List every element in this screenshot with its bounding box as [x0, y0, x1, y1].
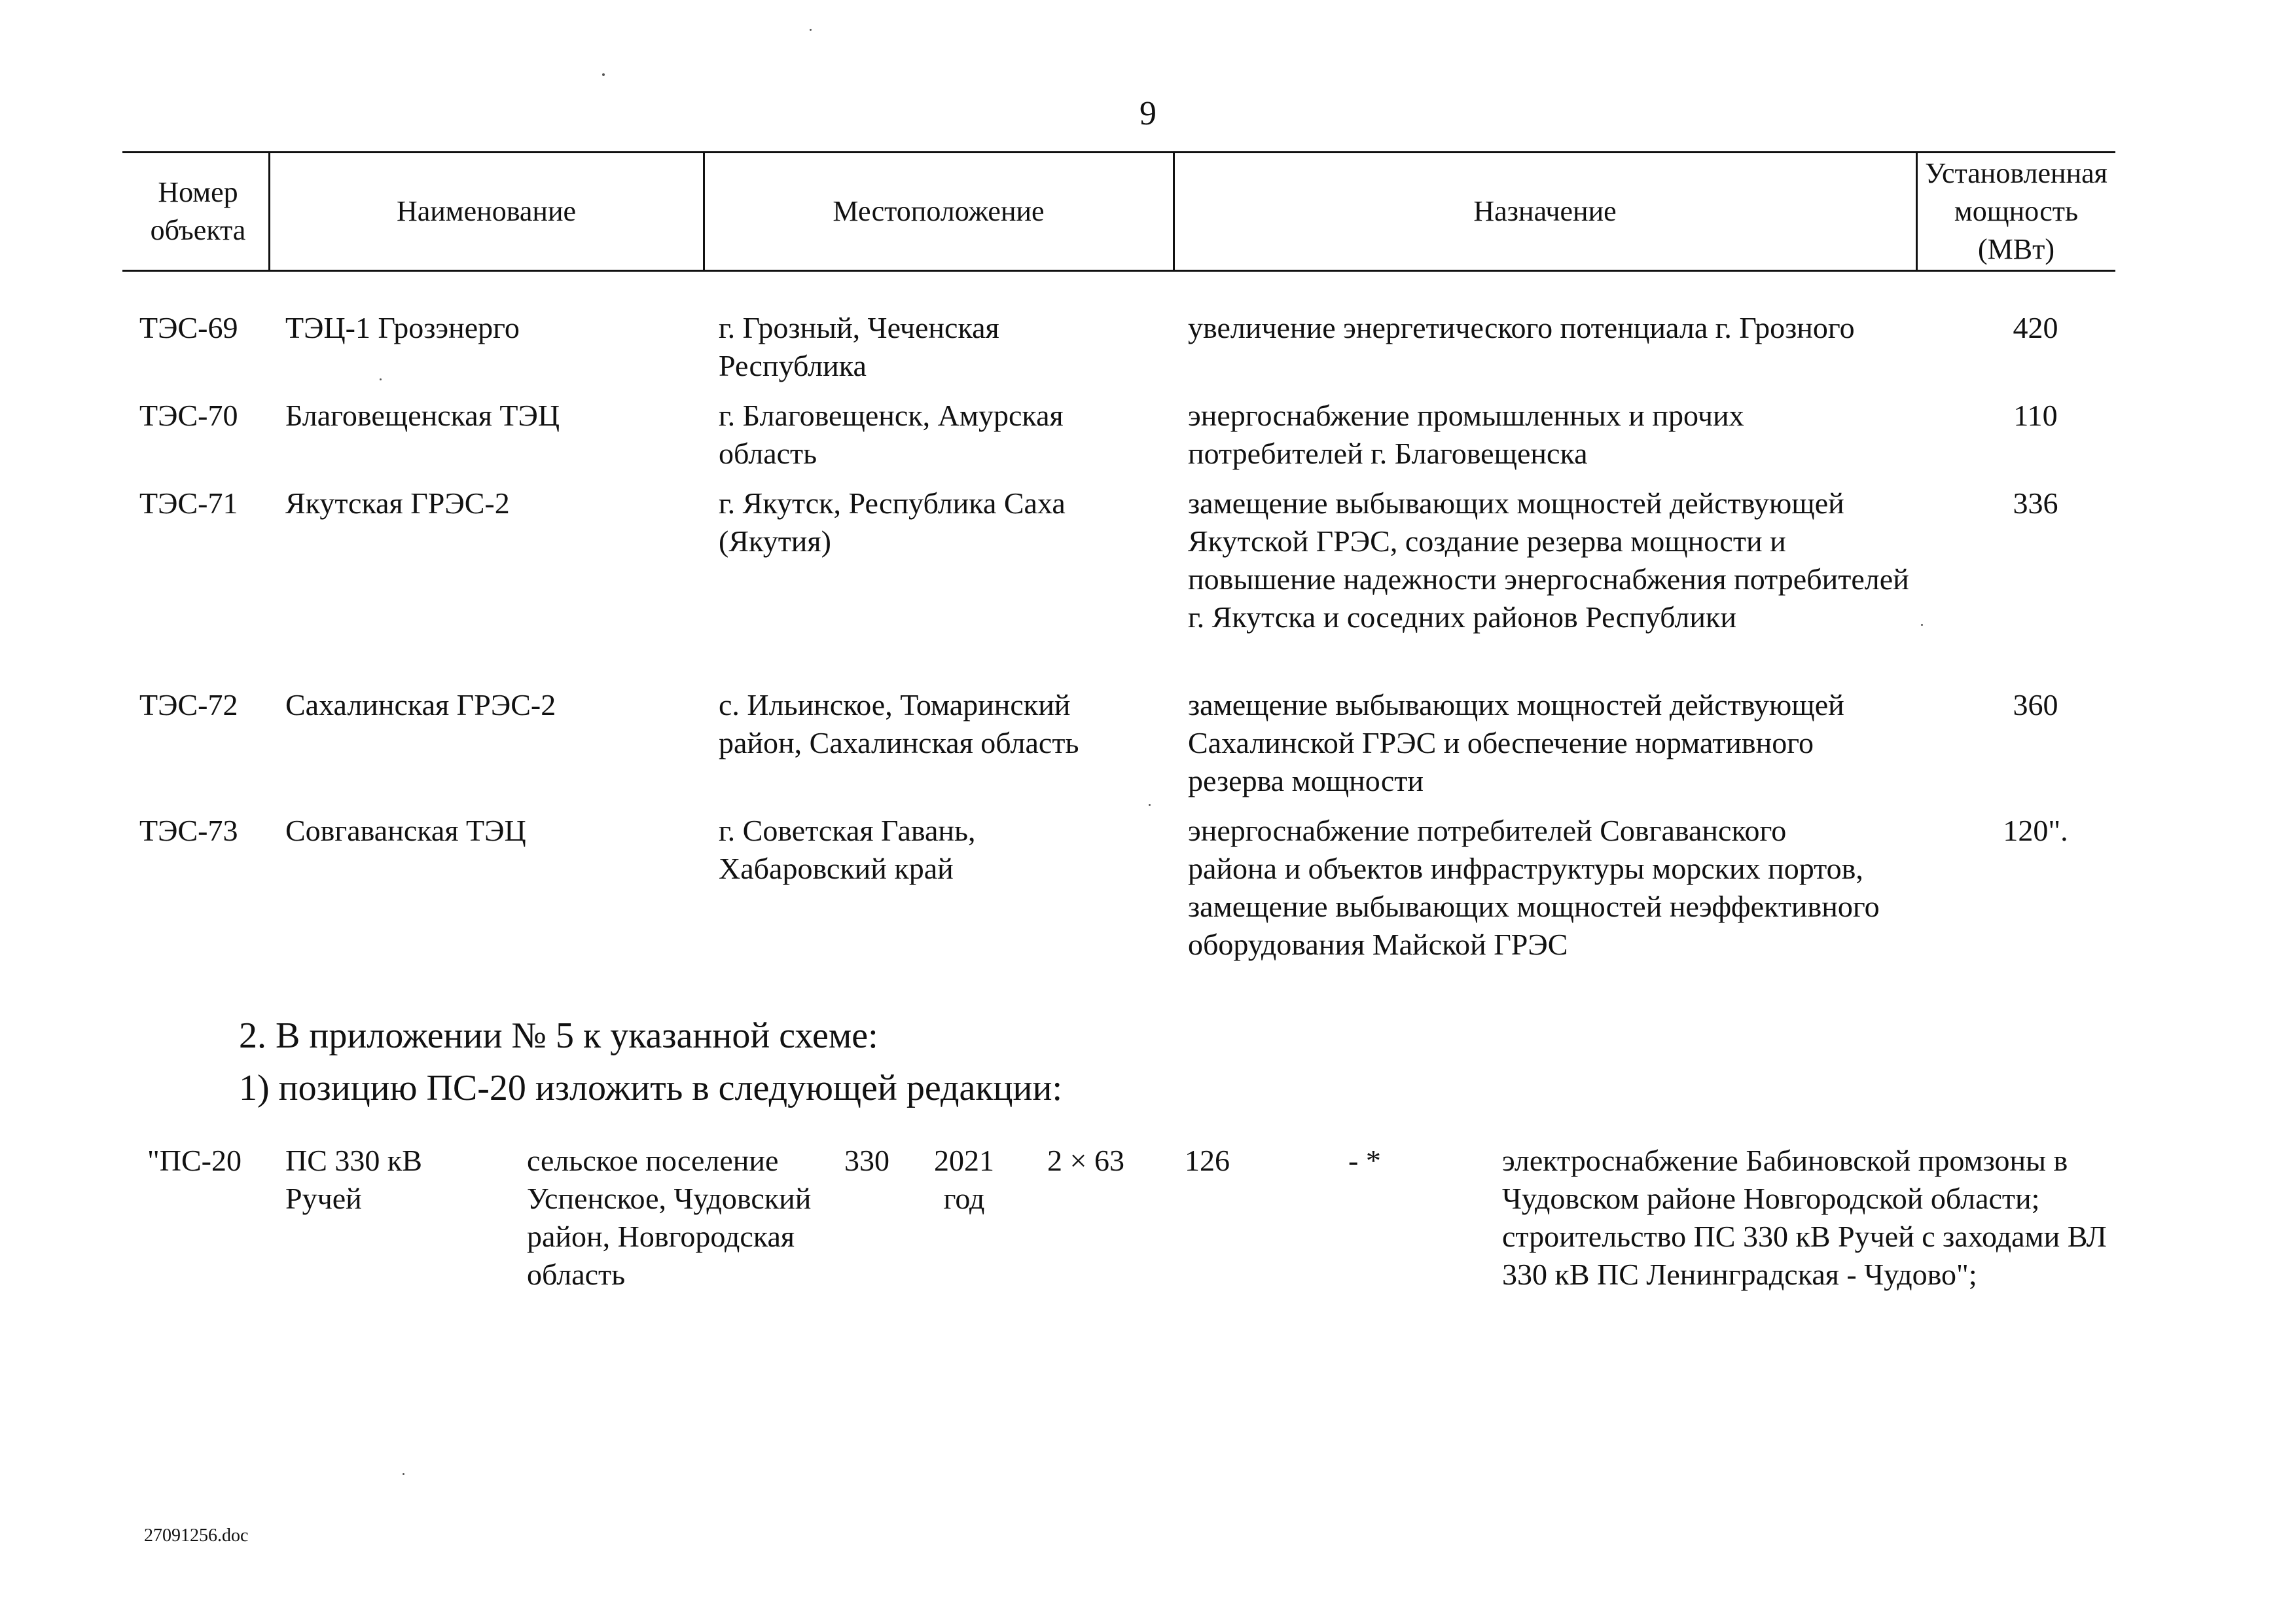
row-capacity: 120". [2003, 814, 2068, 847]
scan-speck [380, 378, 382, 380]
ps-number: "ПС-20 [147, 1144, 242, 1177]
row-purpose: увеличение энергетического потенциала г. Грозного [1188, 311, 1855, 344]
row-location: г. Якутск, Республика Саха (Якутия) [719, 486, 1066, 558]
header-purpose: Назначение [1473, 195, 1617, 227]
row-purpose: энергоснабжение промышленных и прочих потребителей г. Благовещенска [1188, 399, 1744, 470]
row-name: Благовещенская ТЭЦ [285, 399, 560, 432]
row-capacity: 336 [2013, 486, 2058, 520]
header-name: Наименование [396, 195, 577, 227]
row-purpose: замещение выбывающих мощностей действующей Сахалинской ГРЭС и обеспечение нормативного резерва мощности [1188, 688, 1844, 797]
document-filename: 27091256.doc [144, 1525, 249, 1546]
paragraph-ps20-edit: 1) позицию ПС-20 изложить в следующей редакции: [239, 1068, 1063, 1108]
header-capacity: Установленная мощность (МВт) [1925, 157, 2108, 265]
scan-speck [1149, 804, 1151, 806]
row-name: ТЭЦ-1 Грозэнерго [285, 311, 520, 344]
row-number: ТЭС-69 [139, 311, 238, 344]
ps-location: сельское поселение Успенское, Чудовский район, Новгородская область [527, 1144, 812, 1291]
row-name: Совгаванская ТЭЦ [285, 814, 526, 847]
header-location: Местоположение [833, 195, 1045, 227]
ps-name: ПС 330 кВ Ручей [285, 1144, 422, 1215]
row-capacity: 360 [2013, 688, 2058, 721]
ps-power: 126 [1185, 1144, 1230, 1177]
row-location: с. Ильинское, Томаринский район, Сахалинская область [719, 688, 1079, 759]
row-location: г. Советская Гавань, Хабаровский край [719, 814, 976, 885]
ps-dash: - * [1348, 1144, 1381, 1177]
scan-speck [810, 29, 812, 31]
row-capacity: 110 [2013, 399, 2058, 432]
scan-speck [602, 73, 605, 76]
row-number: ТЭС-71 [139, 486, 238, 520]
ps-year: 2021 год [934, 1144, 994, 1215]
row-location: г. Благовещенск, Амурская область [719, 399, 1064, 470]
row-location: г. Грозный, Чеченская Республика [719, 311, 999, 382]
row-name: Якутская ГРЭС-2 [285, 486, 510, 520]
row-number: ТЭС-72 [139, 688, 238, 721]
ps-purpose: электроснабжение Бабиновской промзоны в Чудовском районе Новгородской области; строительство ПС 330 кВ Ручей с заходами ВЛ 330 кВ ПС Ленинградская - Чудово"; [1502, 1144, 2107, 1291]
ps-transformers: 2 × 63 [1047, 1144, 1124, 1177]
row-purpose: энергоснабжение потребителей Совгаванского района и объектов инфраструктуры морских портов, замещение выбывающих мощностей неэффективного оборудования Майской ГРЭС [1188, 814, 1880, 961]
ps-voltage: 330 [844, 1144, 889, 1177]
row-number: ТЭС-70 [139, 399, 238, 432]
paragraph-appendix-5: 2. В приложении № 5 к указанной схеме: [239, 1015, 878, 1056]
row-purpose: замещение выбывающих мощностей действующей Якутской ГРЭС, создание резерва мощности и повышение надежности энергоснабжения потребителей г. Якутска и соседних районов Республики [1188, 486, 1909, 634]
scan-speck [403, 1473, 404, 1475]
row-number: ТЭС-73 [139, 814, 238, 847]
scan-speck [1921, 624, 1923, 626]
page-number: 9 [1139, 95, 1157, 132]
header-number: Номер объекта [150, 176, 246, 246]
row-name: Сахалинская ГРЭС-2 [285, 688, 556, 721]
row-capacity: 420 [2013, 311, 2058, 344]
